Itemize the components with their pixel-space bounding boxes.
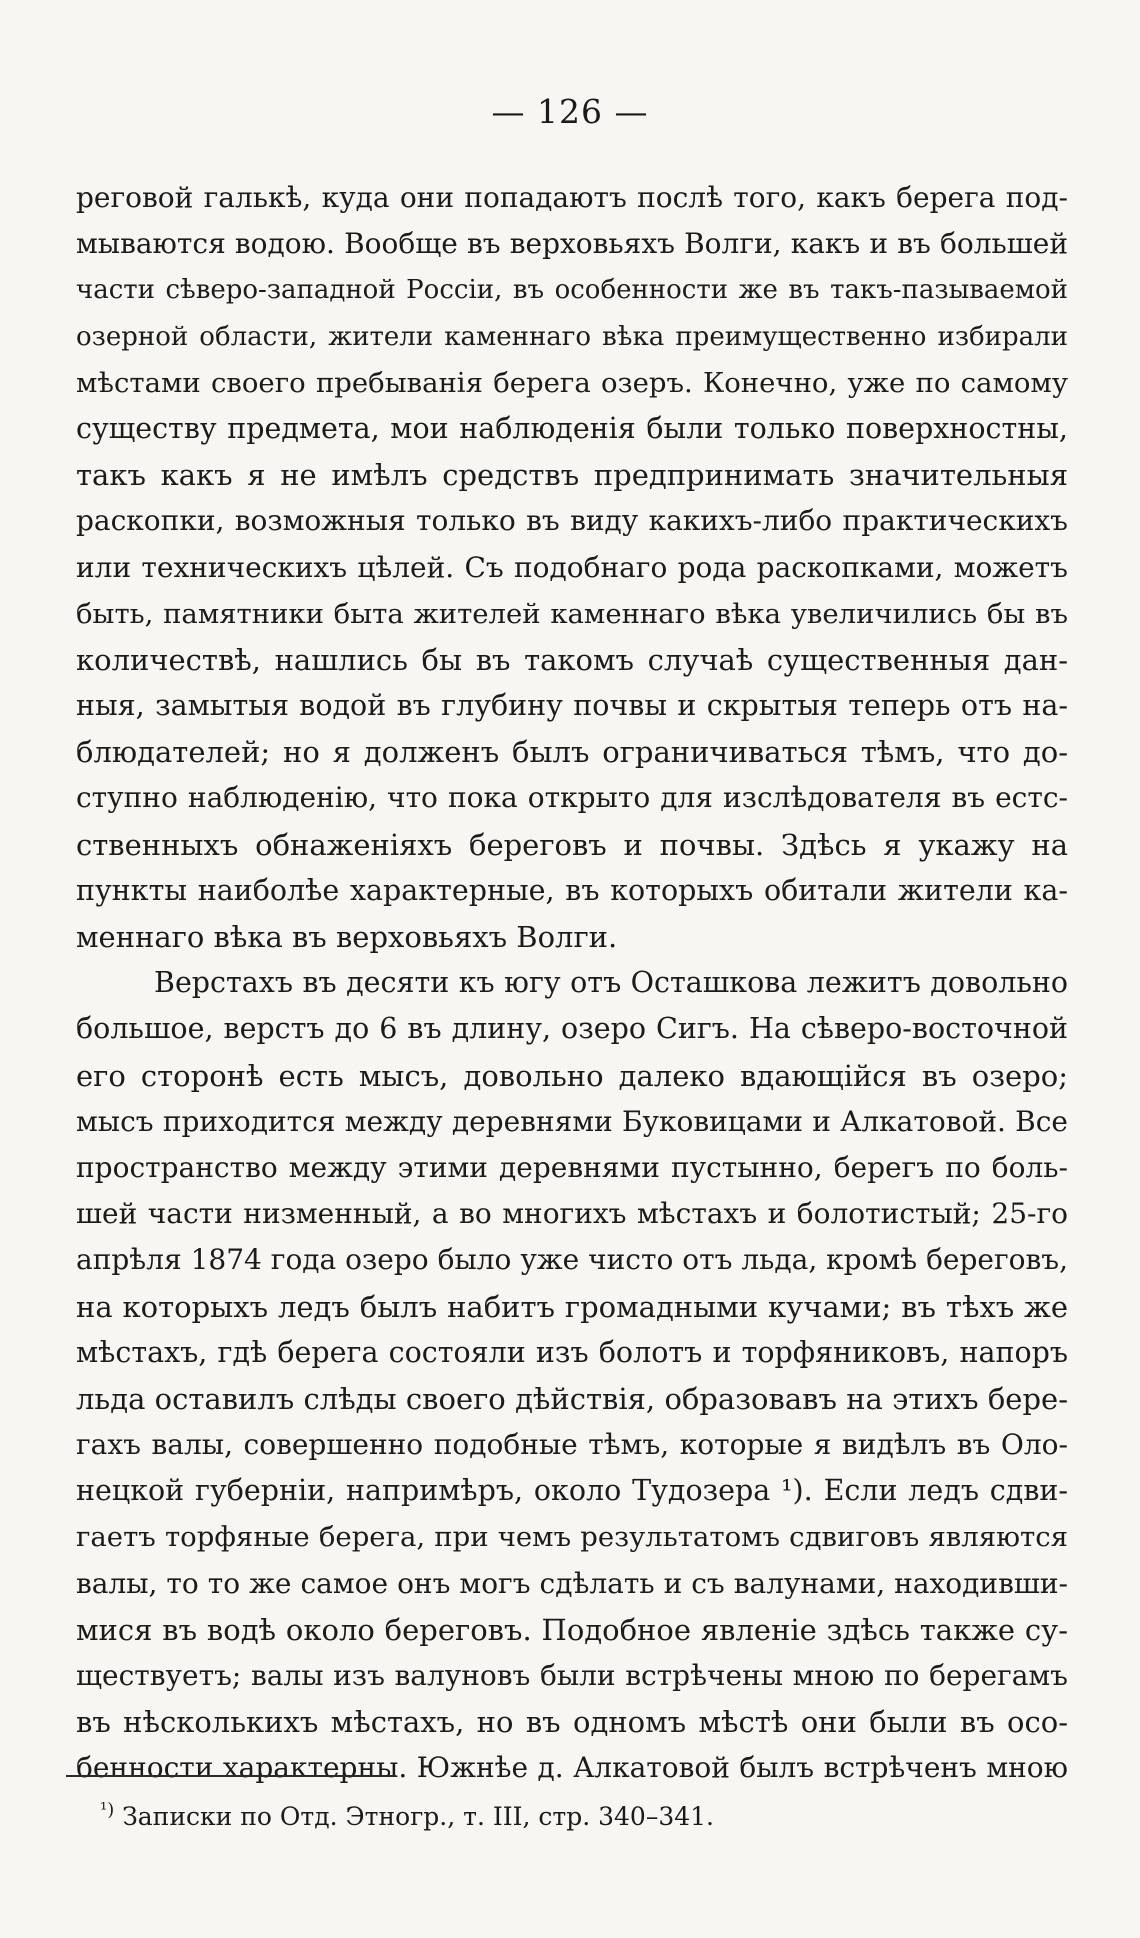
text-line: реговой галькѣ, куда они попадаютъ послѣ того, какъ берега под- — [76, 181, 1068, 214]
text-line: блюдателей; но я долженъ былъ ограничиваться тѣмъ, что до- — [76, 735, 1068, 770]
page-number: — 126 — — [491, 92, 649, 131]
text-line: бенности характерны. Южнѣе д. Алкатовой былъ встрѣченъ мною — [76, 1751, 1068, 1785]
text-line: ществуетъ; валы изъ валуновъ были встрѣчены мною по берегамъ — [76, 1659, 1068, 1692]
footnote — [100, 1800, 714, 1834]
text-line: мися въ водѣ около береговъ. Подобное явленіе здѣсь также су- — [76, 1612, 1068, 1647]
text-line: въ нѣсколькихъ мѣстахъ, но въ одномъ мѣстѣ они были въ осо- — [76, 1705, 1068, 1740]
text-line: мысъ приходится между деревнями Буковицами и Алкатовой. Все — [76, 1104, 1068, 1138]
text-line: нецкой губерніи, напримѣръ, около Тудозера ¹). Если ледъ сдви- — [76, 1474, 1068, 1508]
text-line: такъ какъ я не имѣлъ средствъ предпринимать значительныя — [76, 458, 1068, 493]
text-line: валы, то то же самое онъ могъ сдѣлать и съ валунами, находивши- — [76, 1566, 1068, 1600]
text-line: ственныхъ обнаженіяхъ береговъ и почвы. Здѣсь я укажу на — [76, 827, 1068, 862]
text-line: ныя, замытыя водой въ глубину почвы и скрытыя теперь отъ на- — [76, 689, 1068, 723]
text-line: Верстахъ въ десяти къ югу отъ Осташкова лежитъ довольно — [154, 966, 1068, 1000]
footnote-divider — [66, 1775, 396, 1777]
footnote-mark: ¹) — [100, 1799, 115, 1821]
text-line: пункты наиболѣе характерные, въ которыхъ обитали жители ка- — [76, 873, 1068, 907]
footnote-text: Записки по Отд. Этногр., т. III, стр. 340–341. — [122, 1802, 714, 1831]
text-line: большое, верстъ до 6 въ длину, озеро Сигъ. На сѣверо-восточной — [76, 1012, 1068, 1046]
paragraph-1 — [76, 175, 1068, 960]
text-line: меннаго вѣка въ верховьяхъ Волги. — [76, 920, 618, 954]
paragraph-2 — [76, 960, 1068, 1791]
text-line: или техническихъ цѣлей. Съ подобнаго рода раскопками, можетъ — [76, 550, 1068, 584]
text-line: шей части низменный, а во многихъ мѣстахъ и болотистый; 25-го — [76, 1197, 1068, 1231]
text-line: льда оставилъ слѣды своего дѣйствія, образовавъ на этихъ бере- — [76, 1381, 1068, 1416]
text-line: части сѣверо-западной Россіи, въ особенности же въ такъ-пазываемой — [76, 275, 1068, 306]
text-line: озерной области, жители каменнаго вѣка преимущественно избирали — [76, 321, 1068, 352]
text-line: его сторонѣ есть мысъ, довольно далеко вдающійся въ озеро; — [76, 1058, 1068, 1093]
text-line: на которыхъ ледъ былъ набитъ громадными кучами; въ тѣхъ же — [76, 1289, 1068, 1324]
text-line: мѣстами своего пребыванія берега озеръ. Конечно, уже по самому — [76, 366, 1068, 399]
text-line: быть, памятники быта жителей каменнаго вѣка увеличились бы въ — [76, 597, 1068, 630]
text-line: раскопки, возможныя только въ виду какихъ-либо практическихъ — [76, 504, 1068, 538]
text-line: гахъ валы, совершенно подобные тѣмъ, которые я видѣлъ въ Оло- — [76, 1428, 1068, 1462]
text-line: ступно наблюденію, что пока открыто для изслѣдователя въ естс- — [76, 781, 1068, 815]
text-line: апрѣля 1874 года озеро было уже чисто отъ льда, кромѣ береговъ, — [76, 1243, 1068, 1277]
body-text — [76, 175, 1068, 1792]
text-line: пространство между этими деревнями пустынно, берегъ по боль- — [76, 1150, 1068, 1184]
text-line: гаетъ торфяные берега, при чемъ результатомъ сдвиговъ являются — [76, 1521, 1068, 1554]
text-line: количествѣ, нашлись бы въ такомъ случаѣ существенныя дан- — [76, 642, 1068, 677]
text-line: мѣстахъ, гдѣ берега состояли изъ болотъ и торфяниковъ, напоръ — [76, 1335, 1068, 1369]
text-line: существу предмета, мои наблюденія были только поверхностны, — [76, 411, 1068, 445]
text-line: мываются водою. Вообще въ верховьяхъ Волги, какъ и въ большей — [76, 227, 1068, 261]
